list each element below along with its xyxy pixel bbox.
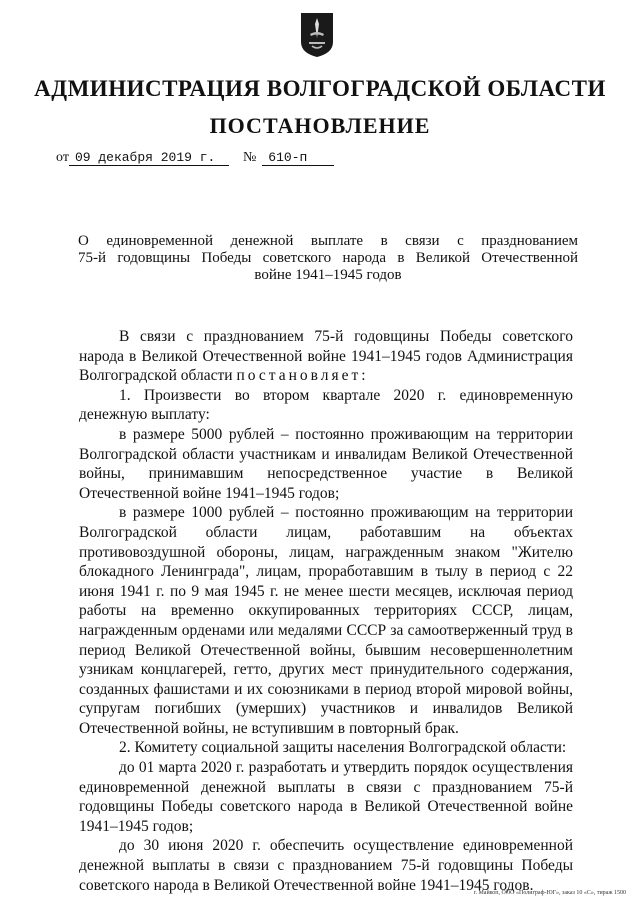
document-subject xyxy=(78,233,578,284)
date-label: от xyxy=(56,150,69,165)
subject-line: О единовременной денежной выплате в связи с празднованием xyxy=(78,233,578,249)
paragraph-deadline-june: до 30 июня 2020 г. обеспечить осуществление единовременной денежной выплаты в связи с празднованием 75-й годовщины Победы советского народа в Великой Отечественной войне 1941–1945 годов. xyxy=(79,837,573,894)
document-meta xyxy=(56,150,334,166)
subject-line: войне 1941–1945 годов xyxy=(254,267,402,283)
paragraph-payment-1000: в размере 1000 рублей – постоянно проживающим на территории Волгоградской области лицам, работавшим на объектах противовоздушной обороны, лицам, награжденным знаком "Жителю блокадного Ленинграда", лицам, проработавшим в тылу в период с 22 июня 1941 г. по 9 мая 1945 г. не менее шести месяцев, исключая период работы на временно оккупированных территориях СССР, лицам, награжденным орденами или медалями СССР за самоотверженный труд в период Великой Отечественной войны, бывшим несовершеннолетним узникам концлагерей, гетто, других мест принудительного содержания, созданных фашистами и их союзниками в период второй мировой войны, супругам погибших (умерших) участников и инвалидов Великой Отечественной войны, не вступившим в повторный брак. xyxy=(79,504,573,737)
number-label: № xyxy=(242,150,257,165)
agency-name: АДМИНИСТРАЦИЯ ВОЛГОГРАДСКОЙ ОБЛАСТИ xyxy=(34,76,606,101)
document-body xyxy=(79,327,573,895)
resolves-word: постановляет: xyxy=(236,367,369,385)
paragraph-item-2: 2. Комитету социальной защиты населения Волгоградской области: xyxy=(119,739,567,757)
number-value: 610-п xyxy=(262,150,334,166)
paragraph-deadline-march: до 01 марта 2020 г. разработать и утвердить порядок осуществления единовременной денежной выплаты в связи с празднованием 75-й годовщины Победы советского народа в Великой Отечественной войне 1941–1945 годов; xyxy=(79,759,573,835)
printer-imprint: г. Майкоп, ООО «Полиграф-ЮГ», заказ 10 «С», тираж 1500 xyxy=(473,890,626,896)
preamble-text: В связи с празднованием 75-й годовщины Победы советского народа в Великой Отечественной войне 1941–1945 годов Администрация Волгоградской области xyxy=(79,328,573,385)
document-type: ПОСТАНОВЛЕНИЕ xyxy=(209,113,431,138)
subject-line: 75-й годовщины Победы советского народа в Великой Отечественной xyxy=(78,250,578,266)
date-value: 09 декабря 2019 г. xyxy=(69,150,229,166)
paragraph-preamble xyxy=(79,327,573,386)
paragraph-item-1: 1. Произвести во втором квартале 2020 г. единовременную денежную выплату: xyxy=(79,386,573,424)
coat-of-arms-icon xyxy=(300,12,334,58)
paragraph-payment-5000: в размере 5000 рублей – постоянно проживающим на территории Волгоградской области участникам и инвалидам Великой Отечественной войны, принимавшим непосредственное участие в Великой Отечественной войне 1941–1945 годов; xyxy=(79,425,573,502)
